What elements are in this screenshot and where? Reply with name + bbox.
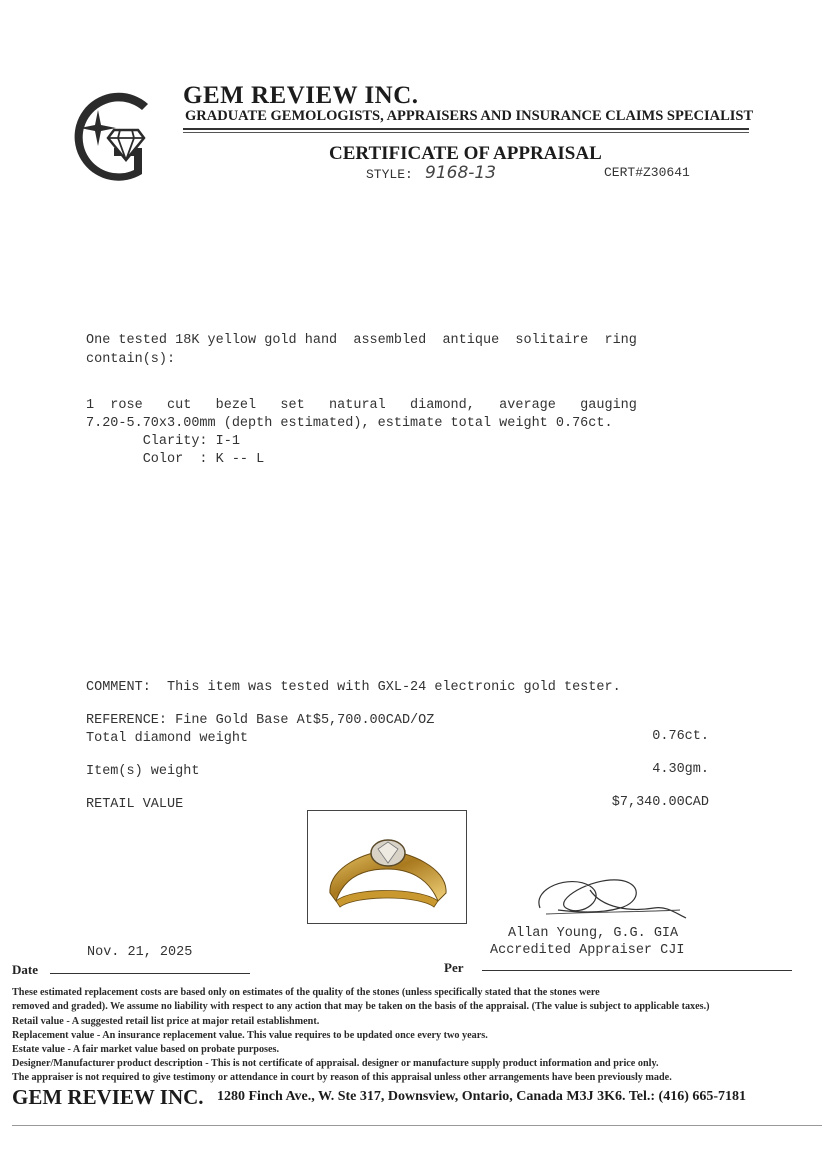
reference-line: REFERENCE: Fine Gold Base At$5,700.00CAD/OZ (86, 713, 435, 728)
company-name: GEM REVIEW INC. (183, 82, 419, 109)
style-label: STYLE: (366, 167, 413, 182)
clarity-line: Clarity: I-1 (86, 434, 240, 449)
footer-company-name: GEM REVIEW INC. (12, 1085, 204, 1109)
total-diamond-value: 0.76ct. (652, 729, 709, 744)
style-value-handwritten: 9168-13 (425, 163, 497, 183)
appraiser-title: Accredited Appraiser CJI (490, 943, 685, 958)
disclaimer-replacement: Replacement value - An insurance replacement value. This value requires to be updated once every two years. (12, 1030, 488, 1041)
disclaimer-designer: Designer/Manufacturer product description - This is not certificate of appraisal. designer or manufacture supply product information and price only. (12, 1058, 659, 1069)
description-line-4: 7.20-5.70x3.00mm (depth estimated), estimate total weight 0.76ct. (86, 416, 613, 431)
footer-rule (12, 1125, 822, 1126)
item-weight-label: Item(s) weight (86, 764, 200, 779)
company-tagline: GRADUATE GEMOLOGISTS, APPRAISERS AND INSURANCE CLAIMS SPECIALIST (185, 108, 754, 124)
disclaimer-testimony: The appraiser is not required to give testimony or attendance in court by reason of this appraisal unless other arrangements have been previously made. (12, 1072, 672, 1083)
retail-value-amount: $7,340.00CAD (611, 795, 709, 810)
description-line-1: One tested 18K yellow gold hand assembled antique solitaire ring (86, 333, 637, 348)
description-line-3: 1 rose cut bezel set natural diamond, average gauging (86, 398, 637, 413)
appraiser-signature (530, 868, 690, 928)
disclaimer-retail: Retail value - A suggested retail list price at major retail establishment. (12, 1016, 320, 1027)
date-value: Nov. 21, 2025 (87, 945, 193, 960)
disclaimer-line-2: removed and graded). We assume no liability with respect to any action that may be taken on the basis of the appraisal. (The value is subject to applicable taxes.) (12, 1001, 710, 1012)
item-weight-value: 4.30gm. (652, 762, 709, 777)
total-diamond-label: Total diamond weight (86, 731, 249, 746)
comment-line: COMMENT: This item was tested with GXL-24 electronic gold tester. (86, 680, 621, 695)
description-line-2: contain(s): (86, 352, 176, 367)
color-line: Color : K -- L (86, 452, 265, 467)
disclaimer-estate: Estate value - A fair market value based on probate purposes. (12, 1044, 280, 1055)
appraiser-name: Allan Young, G.G. GIA (508, 926, 679, 941)
footer-address: 1280 Finch Ave., W. Ste 317, Downsview, Ontario, Canada M3J 3K6. Tel.: (416) 665-7181 (217, 1089, 747, 1104)
per-label: Per (444, 960, 464, 975)
header-rule-thin (183, 132, 749, 133)
ring-photo (307, 810, 467, 924)
disclaimer-line-1: These estimated replacement costs are based only on estimates of the quality of the stones (unless specifically stated that the stones were (12, 987, 600, 998)
per-signature-line (482, 970, 792, 971)
certificate-number: CERT#Z30641 (604, 165, 690, 180)
retail-value-label: RETAIL VALUE (86, 797, 184, 812)
certificate-title: CERTIFICATE OF APPRAISAL (329, 143, 602, 164)
diamond-sparkle-logo-icon (58, 88, 154, 190)
date-label: Date (12, 962, 38, 977)
ring-image (308, 811, 466, 923)
header-rule (183, 128, 749, 130)
date-signature-line (50, 973, 250, 974)
